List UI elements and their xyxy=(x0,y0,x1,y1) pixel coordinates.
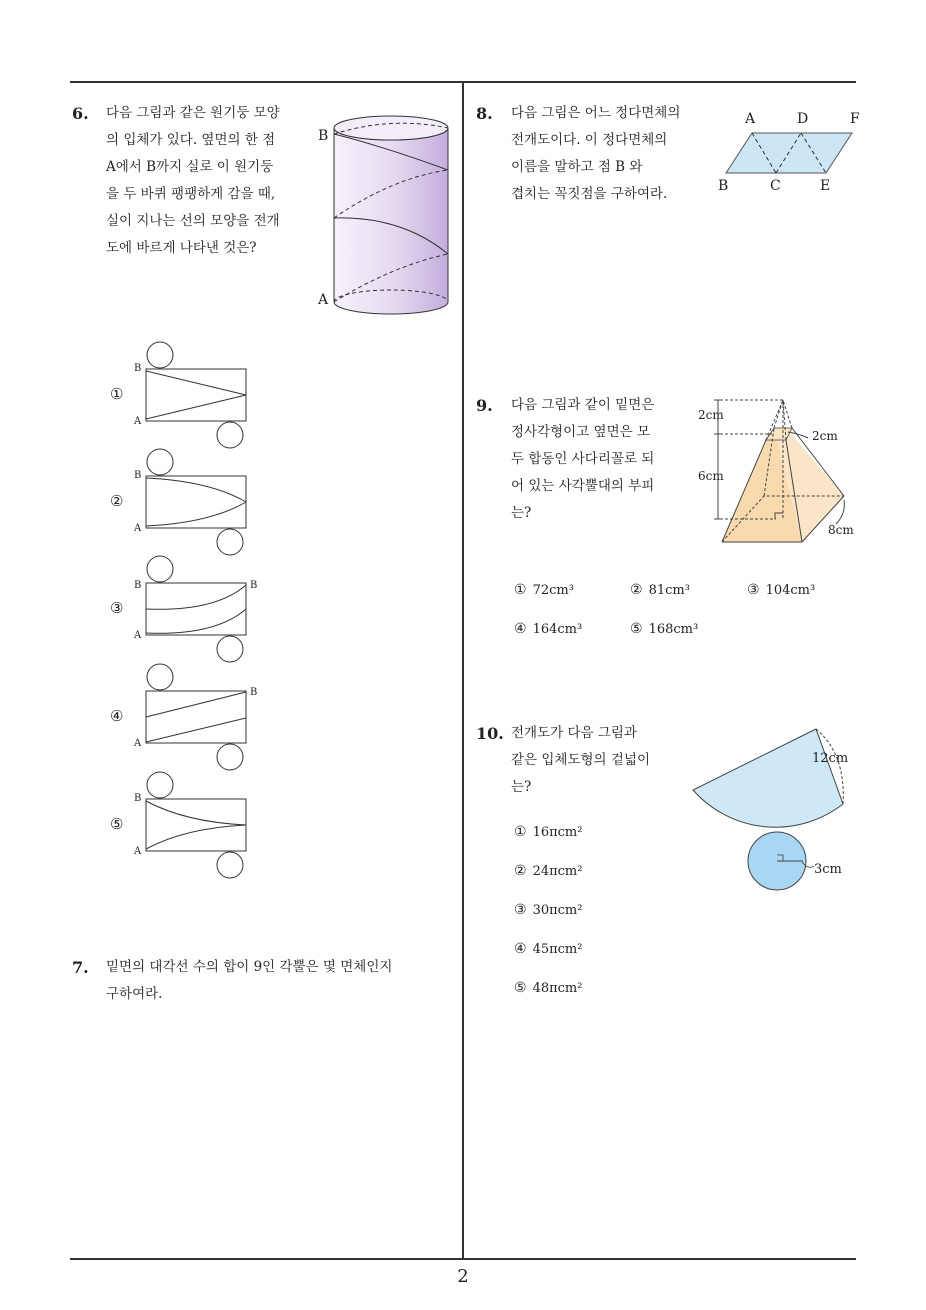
cylinder-top xyxy=(334,116,448,140)
q6-option-5-figure[interactable] xyxy=(130,770,260,880)
q10-option-1[interactable]: ① 16πcm² xyxy=(514,824,583,840)
q9-line: 어 있는 사각뿔대의 부피 xyxy=(511,478,655,494)
svg-text:B: B xyxy=(134,363,142,374)
q10-option-3[interactable]: ③ 30πcm² xyxy=(514,902,583,918)
svg-text:A: A xyxy=(134,416,142,427)
q10-number: 10. xyxy=(476,724,504,743)
q8-line: 다음 그림은 어느 정다면체의 xyxy=(511,105,681,121)
q8-line: 이름을 말하고 점 B 와 xyxy=(511,159,643,175)
q6-option-3-figure[interactable] xyxy=(130,554,270,664)
vertex-C: C xyxy=(770,178,781,194)
q9-line: 는? xyxy=(511,505,532,521)
q10-option-2[interactable]: ② 24πcm² xyxy=(514,863,583,879)
q6-option-4-mark[interactable]: ④ xyxy=(110,707,124,725)
vertex-F: F xyxy=(850,111,860,127)
q10-line: 는? xyxy=(511,779,532,795)
q6-number: 6. xyxy=(72,104,89,123)
svg-text:B: B xyxy=(134,470,142,481)
svg-text:B: B xyxy=(134,793,142,804)
q9-frustum-figure xyxy=(696,392,866,552)
q10-line: 전개도가 다음 그림과 xyxy=(511,725,637,741)
q6-option-1-mark[interactable]: ① xyxy=(110,385,124,403)
svg-text:A: A xyxy=(134,846,142,857)
column-divider xyxy=(462,81,464,1259)
page-number: 2 xyxy=(457,1266,469,1287)
q10-cone-net-figure xyxy=(686,724,866,894)
q6-option-4-figure[interactable] xyxy=(130,662,270,772)
q10-line: 같은 입체도형의 겉넓이 xyxy=(511,752,650,768)
q10-option-5[interactable]: ⑤ 48πcm² xyxy=(514,980,583,996)
label-slant-height: 12cm xyxy=(812,751,849,766)
q6-line: 실이 지나는 선의 모양을 전개 xyxy=(106,213,280,229)
bottom-rule xyxy=(70,1258,856,1260)
q6-line: A에서 B까지 실로 이 원기둥 xyxy=(106,159,274,175)
q8-number: 8. xyxy=(476,104,493,123)
q6-option-2-figure[interactable] xyxy=(130,447,260,557)
cone-lateral-sector xyxy=(693,729,843,827)
q8-line: 겹치는 꼭짓점을 구하여라. xyxy=(511,186,668,202)
q6-line: 다음 그림과 같은 원기둥 모양 xyxy=(106,105,280,121)
q7-line: 구하여라. xyxy=(106,986,163,1002)
svg-text:B: B xyxy=(250,687,258,698)
q9-line: 두 합동인 사다리꼴로 되 xyxy=(511,451,655,467)
q6-option-1-figure[interactable] xyxy=(130,340,260,450)
svg-text:A: A xyxy=(134,738,142,749)
q9-option-3[interactable]: ③ 104cm³ xyxy=(747,582,816,598)
q6-option-5-mark[interactable]: ⑤ xyxy=(110,815,124,833)
vertex-E: E xyxy=(820,178,831,194)
q7-line: 밑면의 대각선 수의 합이 9인 각뿔은 몇 면체인지 xyxy=(106,959,393,975)
q6-option-2-mark[interactable]: ② xyxy=(110,492,124,510)
vertex-B: B xyxy=(718,178,729,194)
q6-line: 도에 바르게 나타낸 것은? xyxy=(106,240,257,256)
cylinder-body xyxy=(334,128,448,314)
q9-option-2[interactable]: ② 81cm³ xyxy=(630,582,690,598)
q6-option-3-mark[interactable]: ③ xyxy=(110,599,124,617)
label-top-side: 2cm xyxy=(812,429,838,443)
svg-text:B: B xyxy=(250,580,258,591)
q9-text xyxy=(511,392,654,527)
cylinder-label-A: A xyxy=(318,292,329,308)
svg-text:B: B xyxy=(134,580,142,591)
cylinder-label-B: B xyxy=(318,128,329,144)
q9-option-5[interactable]: ⑤ 168cm³ xyxy=(630,621,699,637)
label-radius: 3cm xyxy=(814,862,842,877)
label-base-side: 8cm xyxy=(828,523,854,537)
q10-option-4[interactable]: ④ 45πcm² xyxy=(514,941,583,957)
q8-text xyxy=(511,100,680,208)
q9-option-1[interactable]: ① 72cm³ xyxy=(514,582,574,598)
q6-text xyxy=(106,100,280,262)
q9-option-4[interactable]: ④ 164cm³ xyxy=(514,621,583,637)
q7-number: 7. xyxy=(72,958,89,977)
vertex-D: D xyxy=(797,111,809,127)
q10-text xyxy=(511,720,650,801)
q9-line: 다음 그림과 같이 밑면은 xyxy=(511,397,655,413)
svg-text:A: A xyxy=(134,630,142,641)
label-upper-height: 2cm xyxy=(698,408,724,422)
vertex-A: A xyxy=(745,111,756,127)
q8-line: 전개도이다. 이 정다면체의 xyxy=(511,132,668,148)
q9-number: 9. xyxy=(476,396,493,415)
q6-cylinder-figure xyxy=(312,106,462,328)
svg-text:A: A xyxy=(134,523,142,534)
label-lower-height: 6cm xyxy=(698,469,724,483)
q6-line: 의 입체가 있다. 옆면의 한 점 xyxy=(106,132,276,148)
q6-line: 을 두 바퀴 팽팽하게 감을 때, xyxy=(106,186,276,202)
q8-net-figure xyxy=(712,106,872,198)
q9-line: 정사각형이고 옆면은 모 xyxy=(511,424,650,440)
q7-text xyxy=(106,954,392,1008)
